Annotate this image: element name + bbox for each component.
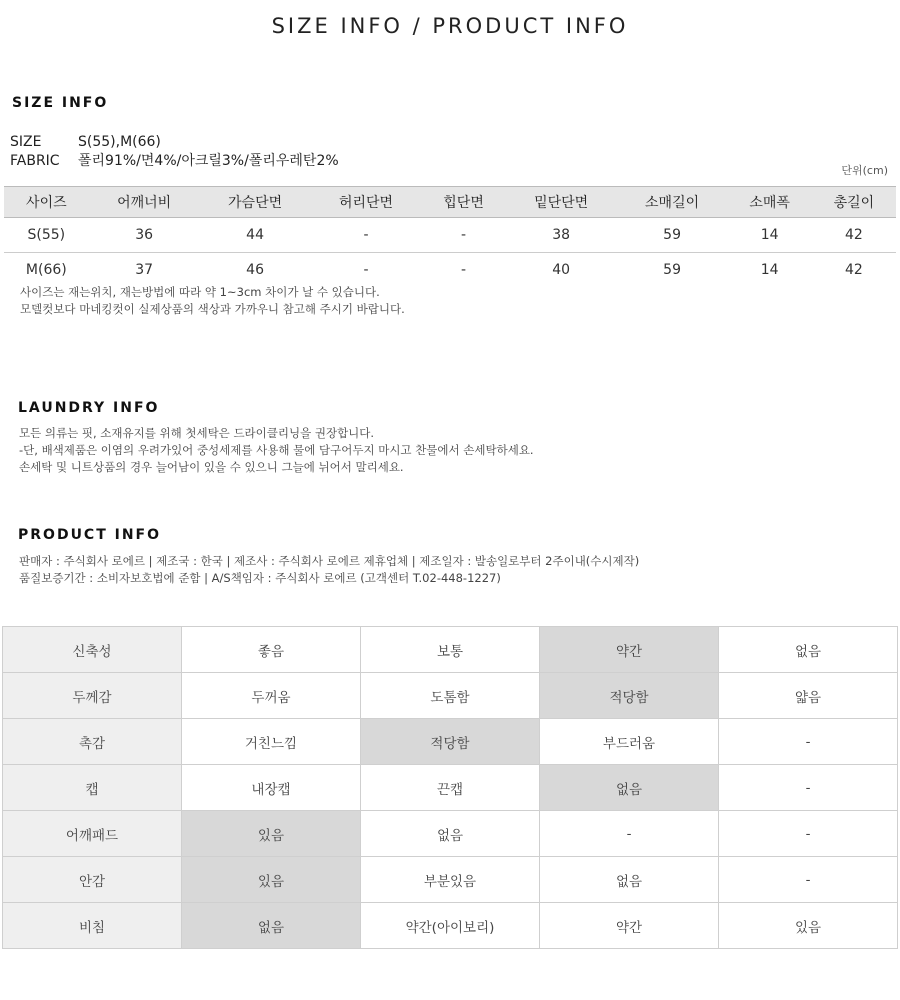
feel-row xyxy=(3,673,898,719)
product-info-heading: PRODUCT INFO xyxy=(18,527,162,543)
table-cell: 38 xyxy=(506,218,617,253)
header-cell: 사이즈 xyxy=(4,187,89,218)
table-cell: M(66) xyxy=(25,262,67,278)
table-cell: 42 xyxy=(812,218,896,253)
table-cell: 59 xyxy=(663,262,681,278)
table-cell: 40 xyxy=(552,262,571,278)
header-cell: 밑단단면 xyxy=(506,187,617,218)
feel-option-cell: 있음 xyxy=(719,903,898,949)
table-cell: 42 xyxy=(844,262,863,278)
feel-option-cell: 적당함 xyxy=(360,719,539,765)
laundry-notes xyxy=(19,425,534,476)
page-title: SIZE INFO / PRODUCT INFO xyxy=(271,14,629,38)
feel-row xyxy=(3,627,898,673)
feel-option-cell: 없음 xyxy=(181,903,360,949)
product-notes xyxy=(19,553,639,587)
header-cell: 허리단면 xyxy=(311,187,422,218)
feel-option-cell: - xyxy=(719,765,898,811)
table-cell: 14 xyxy=(760,262,779,278)
table-cell: 46 xyxy=(246,262,264,278)
table-row xyxy=(4,218,896,253)
size-info-heading: SIZE INFO xyxy=(12,95,109,111)
note-line: 품질보증기간 : 소비자보호법에 준함 | A/S책임자 : 주식회사 로에르 (고객센터 T.02-448-1227) xyxy=(19,571,501,585)
feel-option-cell: 부분있음 xyxy=(360,857,539,903)
feel-row xyxy=(3,765,898,811)
table-row xyxy=(4,253,896,288)
feel-row-label: 어깨패드 xyxy=(3,811,182,857)
table-cell: 37 xyxy=(135,262,154,278)
feel-option-cell: 부드러움 xyxy=(540,719,719,765)
table-cell: 44 xyxy=(200,218,311,253)
unit-label: 단위(cm) xyxy=(841,164,888,177)
size-table-header-row xyxy=(4,187,896,218)
table-cell: 59 xyxy=(617,218,728,253)
note-line: 판매자 : 주식회사 로에르 | 제조국 : 한국 | 제조사 : 주식회사 로에르 제휴업체 | 제조일자 : 발송일로부터 2주이내(수시제작) xyxy=(19,554,640,568)
size-spec-line xyxy=(10,134,161,150)
feel-option-cell: 있음 xyxy=(181,811,360,857)
feel-option-cell: 없음 xyxy=(540,765,719,811)
feel-row xyxy=(3,719,898,765)
feel-option-cell: 없음 xyxy=(719,627,898,673)
feel-option-cell: 약간 xyxy=(540,903,719,949)
size-value: S(55),M(66) xyxy=(78,134,161,150)
header-cell: 소매길이 xyxy=(617,187,728,218)
feel-row-label: 신축성 xyxy=(3,627,182,673)
feel-option-cell: 약간(아이보리) xyxy=(360,903,539,949)
note-line: 사이즈는 재는위치, 재는방법에 따라 약 1~3cm 차이가 날 수 있습니다. xyxy=(20,285,380,299)
table-cell: - xyxy=(421,218,505,253)
header-cell: 소매폭 xyxy=(728,187,812,218)
size-table xyxy=(4,186,896,287)
note-line: 모델컷보다 마네킹컷이 실제상품의 색상과 가까우니 참고해 주시기 바랍니다. xyxy=(20,302,405,316)
header-cell: 가슴단면 xyxy=(200,187,311,218)
header-cell: 어깨너비 xyxy=(89,187,200,218)
feel-option-cell: 내장캡 xyxy=(181,765,360,811)
size-notes xyxy=(20,284,405,318)
feel-option-cell: 있음 xyxy=(181,857,360,903)
note-line: 손세탁 및 니트상품의 경우 늘어남이 있을 수 있으니 그늘에 뉘어서 말리세요. xyxy=(19,460,404,474)
header-cell: 힙단면 xyxy=(421,187,505,218)
feel-option-cell: 좋음 xyxy=(181,627,360,673)
feel-option-cell: 끈캡 xyxy=(360,765,539,811)
feel-row-label: 두께감 xyxy=(3,673,182,719)
table-cell: - xyxy=(311,218,422,253)
feel-option-cell: - xyxy=(540,811,719,857)
header-cell: 총길이 xyxy=(812,187,896,218)
feel-option-cell: 얇음 xyxy=(719,673,898,719)
feel-row xyxy=(3,811,898,857)
fabric-feel-table xyxy=(2,626,898,949)
laundry-info-heading: LAUNDRY INFO xyxy=(18,400,160,416)
feel-option-cell: 적당함 xyxy=(540,673,719,719)
feel-option-cell: 약간 xyxy=(540,627,719,673)
feel-row-label: 촉감 xyxy=(3,719,182,765)
feel-row xyxy=(3,857,898,903)
table-cell: - xyxy=(363,262,369,278)
note-line: -단, 배색제품은 이염의 우려가있어 중성세제를 사용해 물에 담구어두지 마시고 찬물에서 손세탁하세요. xyxy=(19,443,534,457)
feel-row xyxy=(3,903,898,949)
fabric-spec-line xyxy=(10,150,339,170)
table-cell: - xyxy=(461,262,467,278)
fabric-value: 폴리91%/면4%/아크릴3%/폴리우레탄2% xyxy=(78,153,339,169)
feel-option-cell: 도톰함 xyxy=(360,673,539,719)
feel-option-cell: 없음 xyxy=(540,857,719,903)
feel-option-cell: 보통 xyxy=(360,627,539,673)
feel-row-label: 안감 xyxy=(3,857,182,903)
table-cell: S(55) xyxy=(4,218,89,253)
feel-option-cell: 두꺼움 xyxy=(181,673,360,719)
table-cell: 14 xyxy=(728,218,812,253)
feel-row-label: 비침 xyxy=(3,903,182,949)
feel-option-cell: 없음 xyxy=(360,811,539,857)
fabric-label: FABRIC xyxy=(10,153,60,169)
feel-option-cell: 거친느낌 xyxy=(181,719,360,765)
size-label: SIZE xyxy=(10,134,42,150)
feel-option-cell: - xyxy=(719,857,898,903)
feel-option-cell: - xyxy=(719,719,898,765)
feel-row-label: 캡 xyxy=(3,765,182,811)
note-line: 모든 의류는 핏, 소재유지를 위해 첫세탁은 드라이클리닝을 권장합니다. xyxy=(19,426,375,440)
feel-option-cell: - xyxy=(719,811,898,857)
table-cell: 36 xyxy=(89,218,200,253)
